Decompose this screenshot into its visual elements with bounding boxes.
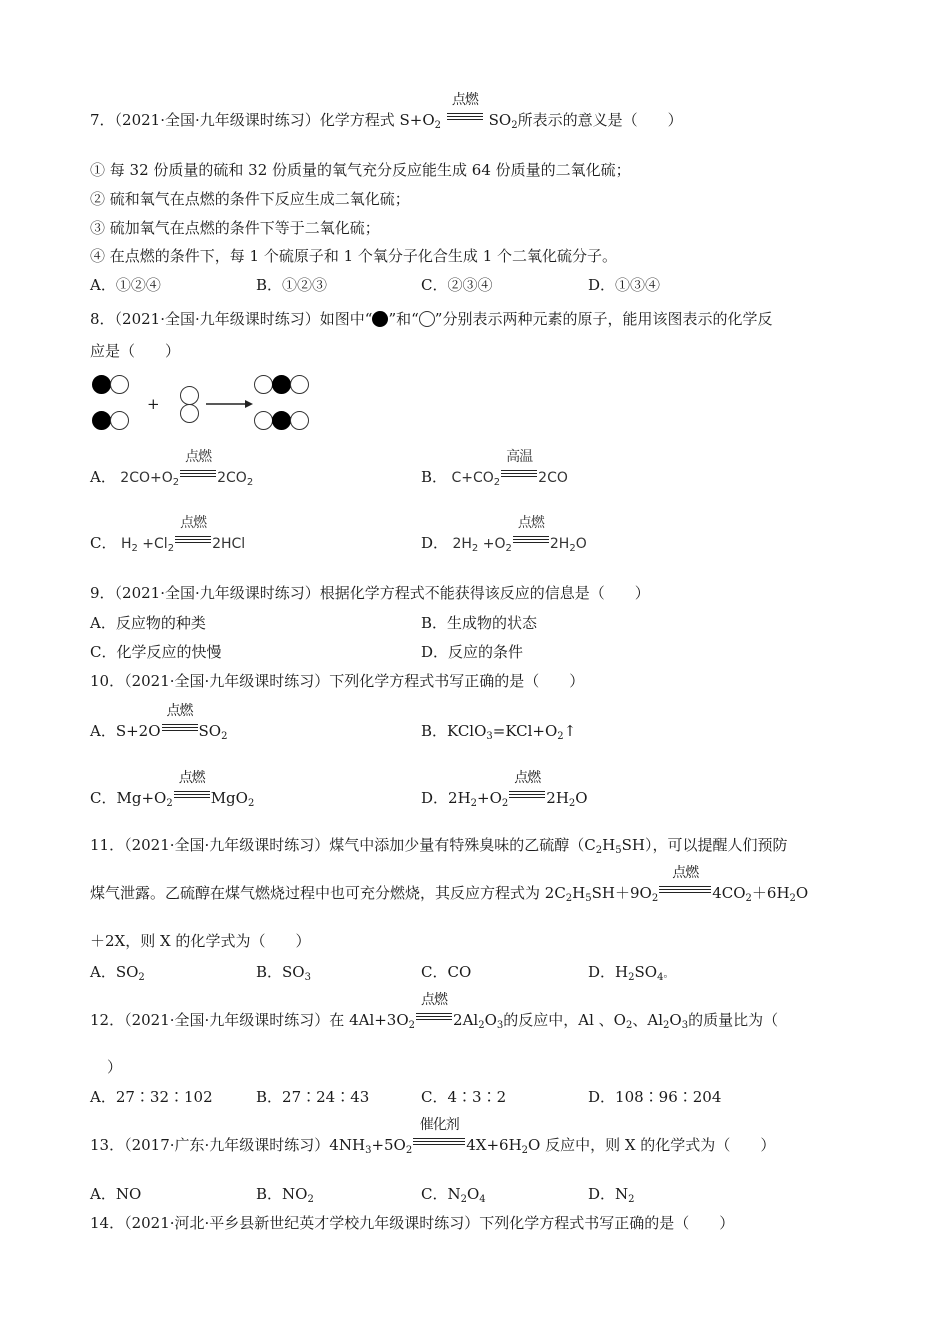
q8-option-d: D． $2H_2 +O_2$ 点燃 $2H_2O$ — [421, 515, 587, 554]
white-atom-icon — [110, 411, 129, 430]
white-atom-icon — [180, 386, 199, 405]
q11-option-b: B．$SO_3$ — [256, 963, 311, 983]
q12-option-a: A．27∶32∶102 — [90, 1088, 213, 1106]
q11-option-c: C．CO — [421, 963, 472, 981]
q8-option-c: C． $H_2 +Cl_2$ 点燃 2HCl — [90, 515, 246, 554]
reaction-condition-arrow: 点燃 — [162, 721, 198, 735]
q9-option-b: B．生成物的状态 — [421, 614, 538, 632]
q11-option-a: A．$SO_2$ — [90, 963, 145, 983]
black-atom-icon — [92, 411, 111, 430]
q9-option-a: A．反应物的种类 — [90, 614, 206, 632]
black-atom-icon — [272, 375, 291, 394]
black-atom-icon — [372, 311, 388, 327]
q10-option-d: D．$2H_2+O_2$ 点燃 $2H_2O$ — [421, 770, 588, 809]
reaction-diagram — [90, 372, 320, 436]
q11-stem-line2: 煤气泄露。乙硫醇在煤气燃烧过程中也可充分燃烧，其反应方程式为 $2C_2H_5SH+9O_2$ 点燃 $4CO_2+6H_2O$ — [90, 865, 809, 904]
white-atom-icon — [180, 404, 199, 423]
reaction-condition-arrow: 点燃 — [174, 788, 210, 802]
q8-option-a: A． $2CO+O_2$ 点燃 $2CO_2$ — [90, 449, 254, 488]
q9-stem: 9．（2021·全国·九年级课时练习）根据化学方程式不能获得该反应的信息是（ ） — [90, 584, 650, 602]
q7-option-b: B．①②③ — [256, 276, 328, 294]
reaction-condition-arrow: 点燃 — [509, 788, 545, 802]
arrow-icon — [204, 398, 254, 410]
white-atom-icon — [254, 411, 273, 430]
reaction-condition-arrow: 点燃 — [175, 533, 211, 547]
black-atom-icon — [272, 411, 291, 430]
q7-statement-2: ② 硫和氧气在点燃的条件下反应生成二氧化硫； — [90, 190, 410, 208]
q7-option-a: A．①②④ — [90, 276, 161, 294]
q7-statement-3: ③ 硫加氧气在点燃的条件下等于二氧化硫； — [90, 219, 380, 237]
q11-stem-line1: 11．（2021·全国·九年级课时练习）煤气中添加少量有特殊臭味的乙硫醇$(C_2H_5SH)$，可以提醒人们预防 — [90, 836, 788, 856]
plus-sign: + — [147, 395, 160, 413]
q7-statement-1: ① 每 32 份质量的硫和 32 份质量的氧气充分反应能生成 64 份质量的二氧化硫； — [90, 161, 631, 179]
q9-option-d: D．反应的条件 — [421, 643, 524, 661]
q7-statement-4: ④ 在点燃的条件下，每 1 个硫原子和 1 个氧分子化合生成 1 个二氧化硫分子。 — [90, 247, 618, 265]
q13-option-b: B．$NO_2$ — [256, 1185, 314, 1205]
q13-stem: 13．（2017·广东·九年级课时练习）$4NH_3+5O_2$ 催化剂 $4X+6H_2O$ 反应中，则 X 的化学式为（ ） — [90, 1117, 776, 1156]
reaction-condition-arrow: 点燃 — [447, 110, 483, 124]
q8-stem: 8．（2021·全国·九年级课时练习）如图中“ ”和“ ”分别表示两种元素的原子，能用该图表示的化学反 — [90, 310, 773, 328]
q11-stem-line3: ＋2X，则 X 的化学式为（ ） — [90, 932, 311, 950]
q9-option-c: C．化学反应的快慢 — [90, 643, 222, 661]
q7-stem: 7．（2021·全国·九年级课时练习）化学方程式 $S+O_2$ 点燃 $SO_2$所表示的意义是（ ） — [90, 92, 683, 131]
q7-option-d: D．①③④ — [588, 276, 661, 294]
q12-option-d: D．108∶96∶204 — [588, 1088, 722, 1106]
q10-option-a: A．S+2O 点燃 $SO_2$ — [90, 703, 228, 742]
q13-option-c: C．$N_2O_4$ — [421, 1185, 486, 1205]
q12-option-b: B．27∶24∶43 — [256, 1088, 370, 1106]
q10-option-c: C．$Mg+O_2$ 点燃 MgO$_2$ — [90, 770, 255, 809]
reaction-condition-arrow: 点燃 — [416, 1010, 452, 1024]
white-atom-icon — [419, 311, 435, 327]
white-atom-icon — [110, 375, 129, 394]
q12-option-c: C．4∶3∶2 — [421, 1088, 507, 1106]
white-atom-icon — [290, 375, 309, 394]
white-atom-icon — [290, 411, 309, 430]
q8-option-b: B． $C+CO_2$ 高温 2CO — [421, 449, 568, 488]
reaction-condition-arrow: 催化剂 — [413, 1135, 465, 1149]
black-atom-icon — [92, 375, 111, 394]
q7-option-c: C．②③④ — [421, 276, 493, 294]
reaction-condition-arrow: 高温 — [501, 467, 537, 481]
white-atom-icon — [254, 375, 273, 394]
q13-option-d: D．$N_2$ — [588, 1185, 635, 1205]
reaction-condition-arrow: 点燃 — [513, 533, 549, 547]
q12-stem-line2: ） — [107, 1058, 123, 1076]
reaction-condition-arrow: 点燃 — [180, 467, 216, 481]
q8-stem-line2: 应是（ ） — [90, 342, 181, 360]
q12-stem-line1: 12．（2021·全国·九年级课时练习）在 $4Al+3O_2$ 点燃 $2Al_2O_3$的反应中，Al 、$O_2$、$Al_2O_3$的质量比为（ — [90, 992, 779, 1031]
q11-option-d: D．$H_2SO_4$。 — [588, 963, 674, 983]
q10-option-b: B．$KClO_3=KCl+O_2↑$ — [421, 722, 577, 742]
q10-stem: 10．（2021·全国·九年级课时练习）下列化学方程式书写正确的是（ ） — [90, 672, 585, 690]
q14-stem: 14．（2021·河北·平乡县新世纪英才学校九年级课时练习）下列化学方程式书写正确的是（ ） — [90, 1214, 735, 1232]
q13-option-a: A．NO — [90, 1185, 142, 1203]
reaction-condition-arrow: 点燃 — [659, 883, 711, 897]
